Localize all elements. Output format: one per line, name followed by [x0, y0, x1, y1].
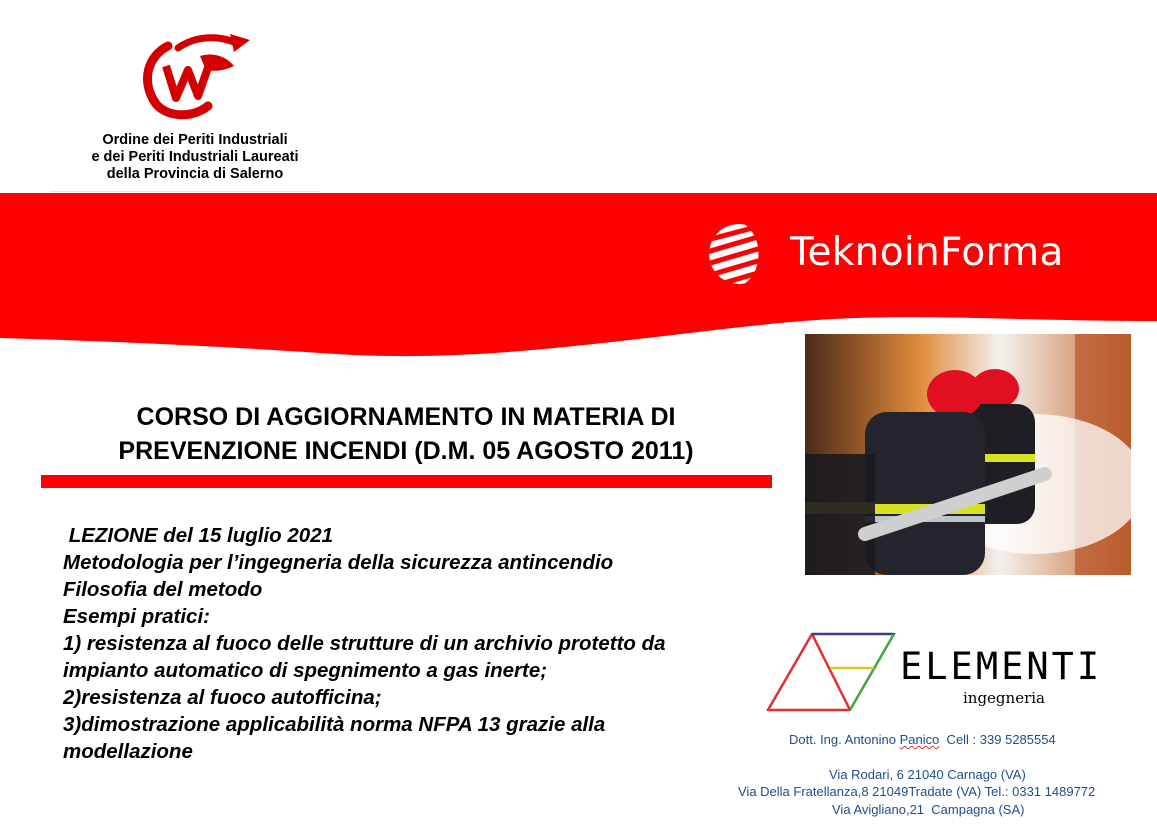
teknoinforma-sphere-logo-icon: [705, 222, 773, 286]
course-title-line: CORSO DI AGGIORNAMENTO IN MATERIA DI: [136, 403, 676, 431]
lesson-example: impianto automatico di spegnimento a gas inerte;: [63, 659, 548, 682]
lesson-example: 2)resistenza al fuoco autofficina;: [63, 686, 382, 709]
contact-title-name: Dott. Ing. Antonino: [789, 732, 900, 747]
course-title: [40, 400, 772, 468]
course-title-line: PREVENZIONE INCENDI (D.M. 05 AGOSTO 2011): [118, 437, 694, 465]
lesson-details: [63, 522, 763, 765]
lesson-example: 3)dimostrazione applicabilità norma NFPA 13 grazie alla: [63, 713, 606, 736]
lesson-topic: Filosofia del metodo: [63, 578, 263, 601]
organization-name-line: della Provincia di Salerno: [106, 166, 284, 182]
elementi-subtitle: ingegneria: [963, 689, 1045, 707]
teknoinforma-brand-name: TeknoinForma: [790, 230, 1064, 275]
lesson-topic: Esempi pratici:: [63, 605, 210, 628]
contact-phone: Cell : 339 5285554: [939, 732, 1056, 747]
lesson-example: modellazione: [63, 740, 193, 763]
contact-address: Via Avigliano,21 Campagna (SA): [832, 802, 1025, 817]
contact-address: Via Della Fratellanza,8 21049Tradate (VA) Tel.: 0331 1489772: [738, 784, 1096, 799]
organization-name: [50, 132, 340, 183]
lesson-date: LEZIONE del 15 luglio 2021: [63, 524, 333, 547]
divider: [50, 191, 320, 192]
contact-address: Via Rodari, 6 21040 Carnago (VA): [829, 767, 1026, 782]
organization-name-line: e dei Periti Industriali Laureati: [91, 149, 299, 165]
periti-industriali-logo-icon: [138, 26, 252, 120]
elementi-brand-name: ELEMENTI: [900, 645, 1103, 688]
organization-name-line: Ordine dei Periti Industriali: [102, 132, 288, 148]
lesson-topic: Metodologia per l’ingegneria della sicurezza antincendio: [63, 551, 614, 574]
contact-name: [789, 732, 1056, 747]
elementi-triangle-logo-icon: [762, 630, 902, 714]
firefighters-photo-icon: [805, 334, 1131, 575]
contact-surname: Panico: [899, 732, 940, 747]
title-underline-bar: [41, 475, 772, 488]
lesson-example: 1) resistenza al fuoco delle strutture di un archivio protetto da: [63, 632, 666, 655]
